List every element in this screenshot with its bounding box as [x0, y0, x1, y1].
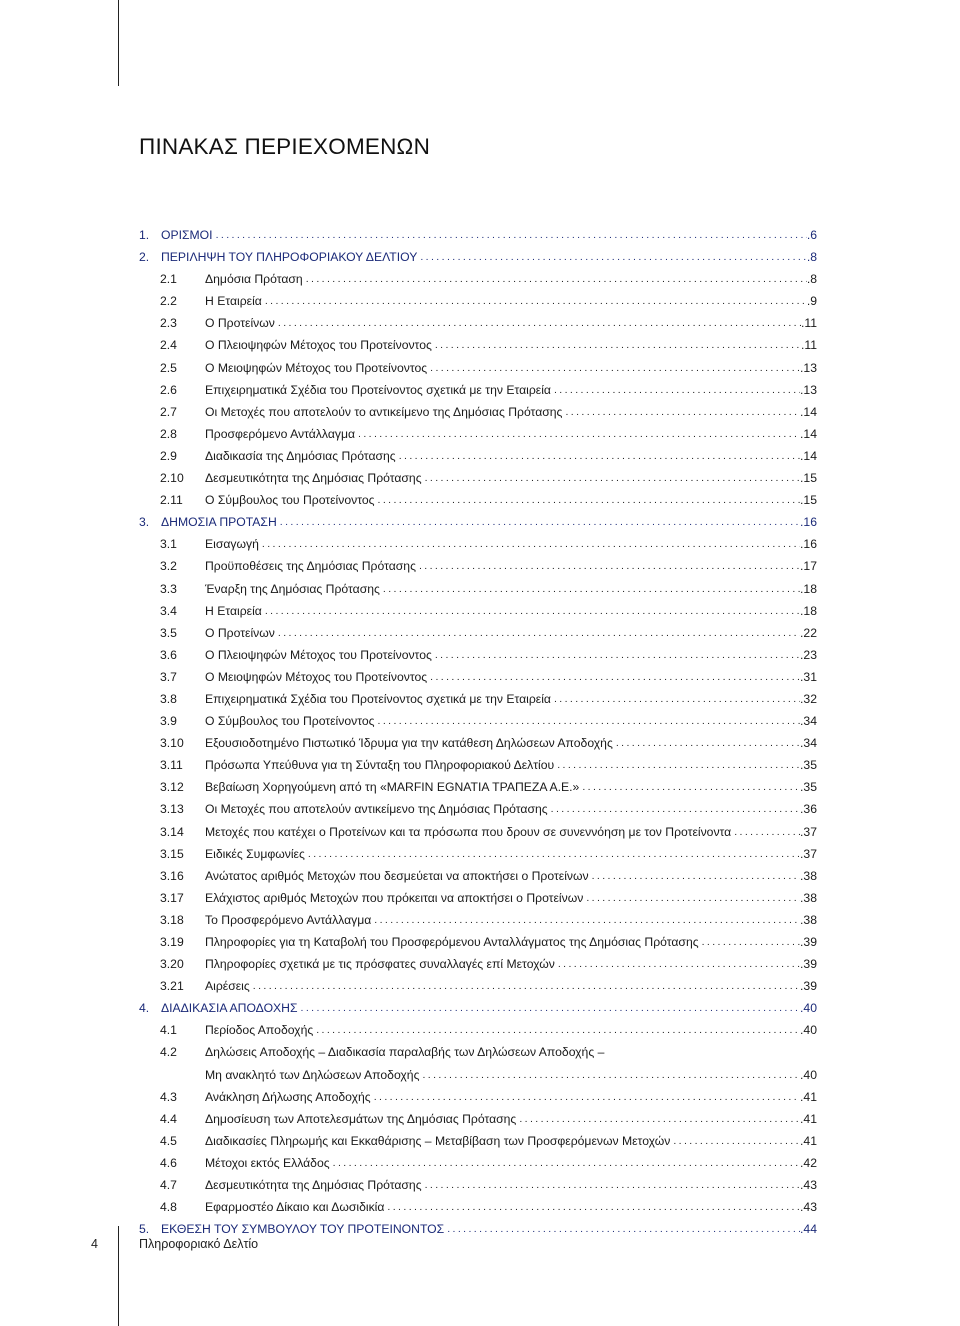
toc-dot-leader [262, 600, 800, 622]
toc-dot-leader [419, 1064, 800, 1086]
toc-entry-line [205, 754, 817, 776]
toc-entry-title: Ο Πλειοψηφών Μέτοχος του Προτείνοντος [205, 338, 432, 353]
toc-page-number: .15 [800, 493, 817, 508]
toc-entry-title: ΔΗΜΟΣΙΑ ΠΡΟΤΑΣΗ [161, 515, 277, 530]
toc-subsection-row[interactable] [139, 401, 817, 423]
toc-dot-leader [355, 423, 800, 445]
toc-entry-number: 2.2 [160, 294, 177, 309]
toc-entry-title: Επιχειρηματικά Σχέδια του Προτείνοντος σχετικά με την Εταιρεία [205, 382, 551, 397]
toc-entry-number: 3.10 [160, 736, 184, 751]
toc-subsection-row[interactable] [139, 1019, 817, 1041]
toc-entry-title: Μέτοχοι εκτός Ελλάδος [205, 1155, 330, 1170]
toc-entry-line [205, 379, 817, 401]
toc-entry-title: Η Εταιρεία [205, 603, 262, 618]
toc-entry-number: 3.4 [160, 603, 177, 618]
toc-entry-number: 3.11 [160, 758, 183, 773]
toc-dot-leader [555, 953, 800, 975]
toc-subsection-row[interactable] [139, 1174, 817, 1196]
toc-dot-leader [213, 224, 807, 246]
table-of-contents [139, 224, 817, 1240]
toc-page-number: .8 [806, 250, 817, 265]
toc-entry-title: Οι Μετοχές που αποτελούν το αντικείμενο της Δημόσιας Πρότασης [205, 404, 563, 419]
toc-page-number: .34 [800, 736, 817, 751]
toc-entry-number: 3.2 [160, 559, 177, 574]
toc-entry-line [205, 732, 817, 754]
toc-entry-number: 2.9 [160, 448, 177, 463]
toc-dot-leader [375, 710, 801, 732]
toc-entry-number: 3.8 [160, 691, 177, 706]
toc-entry-number: 2.6 [160, 382, 177, 397]
toc-entry-line [161, 511, 817, 533]
toc-entry-title: Ο Μειοψηφών Μέτοχος του Προτείνοντος [205, 360, 428, 375]
toc-entry-title: Πρόσωπα Υπεύθυνα για τη Σύνταξη του Πληροφοριακού Δελτίου [205, 758, 555, 773]
toc-dot-leader [303, 268, 807, 290]
toc-entry-line [205, 776, 817, 798]
toc-page-number: .23 [800, 647, 817, 662]
toc-entry-line [205, 821, 817, 843]
toc-entry-title: Αιρέσεις [205, 979, 250, 994]
toc-entry-number: 1. [139, 228, 150, 242]
toc-page-number: .11 [800, 338, 817, 353]
toc-page-number: .18 [800, 581, 817, 596]
toc-entry-line [205, 1064, 817, 1086]
toc-entry-title: Δημόσια Πρόταση [205, 272, 303, 287]
toc-entry-number: 2.5 [160, 360, 177, 375]
toc-dot-leader [427, 357, 800, 379]
toc-subsection-row[interactable] [139, 312, 817, 334]
margin-rule-bottom [118, 1226, 119, 1326]
toc-entry-title: Επιχειρηματικά Σχέδια του Προτείνοντος σχετικά με την Εταιρεία [205, 691, 551, 706]
toc-page-number: .35 [800, 758, 817, 773]
toc-subsection-row[interactable] [139, 268, 817, 290]
toc-entry-title: Ο Προτείνων [205, 316, 275, 331]
toc-entry-title: Πληροφορίες για τη Καταβολή του Προσφερόμενου Ανταλλάγματος της Δημόσιας Πρότασης [205, 935, 699, 949]
toc-entry-title: Προϋποθέσεις της Δημόσιας Πρότασης [205, 559, 416, 574]
toc-entry-number: 3.1 [160, 537, 177, 552]
toc-dot-leader [384, 1196, 800, 1218]
toc-page-number: .22 [800, 625, 817, 640]
toc-entry-number: 3.18 [160, 912, 184, 927]
toc-dot-leader [259, 533, 800, 555]
toc-page-number: .43 [800, 1200, 817, 1215]
toc-entry-title: ΕΚΘΕΣΗ ΤΟΥ ΣΥΜΒΟΥΛΟΥ ΤΟΥ ΠΡΟΤΕΙΝΟΝΤΟΣ [161, 1222, 445, 1237]
footer-page-number: 4 [91, 1237, 98, 1251]
toc-entry-line [205, 357, 817, 379]
toc-entry-line [205, 710, 817, 732]
toc-page-number: .14 [800, 448, 817, 463]
toc-dot-leader [422, 1174, 800, 1196]
toc-entry-number: 2.7 [160, 404, 177, 419]
toc-subsection-row[interactable] [139, 467, 817, 489]
toc-dot-leader [516, 1108, 800, 1130]
toc-entry-title: Ο Σύμβουλος του Προτείνοντος [205, 714, 375, 729]
toc-dot-leader [562, 401, 800, 423]
toc-page-number: .37 [800, 824, 817, 839]
toc-entry-line [205, 931, 817, 953]
toc-entry-line [205, 290, 817, 312]
toc-page-number: .41 [800, 1111, 817, 1126]
toc-subsection-row[interactable] [139, 798, 817, 820]
toc-section-row[interactable] [139, 224, 817, 246]
toc-entry-line [205, 666, 817, 688]
toc-page-number: .17 [800, 559, 817, 574]
toc-subsection-row[interactable] [139, 489, 817, 511]
toc-page-number: .38 [800, 912, 817, 927]
toc-entry-number: 2.8 [160, 426, 177, 441]
toc-entry-title: Η Εταιρεία [205, 294, 262, 309]
toc-entry-title: Δημοσίευση των Αποτελεσμάτων της Δημόσιας Πρότασης [205, 1111, 517, 1126]
toc-page-number: .38 [800, 890, 817, 905]
toc-subsection-row[interactable] [139, 887, 817, 909]
toc-entry-title: Εισαγωγή [205, 537, 259, 552]
toc-subsection-row[interactable] [139, 975, 817, 997]
toc-entry-line [205, 1019, 817, 1041]
toc-page-number: .13 [800, 382, 817, 397]
toc-entry-title: Ο Προτείνων [205, 625, 275, 640]
toc-entry-line [205, 578, 817, 600]
toc-subsection-row[interactable] [139, 666, 817, 688]
toc-entry-title: Διαδικασίες Πληρωμής και Εκκαθάρισης – Μεταβίβαση των Προσφερόμενων Μετοχών [205, 1133, 671, 1148]
toc-entry-number: 3.15 [160, 846, 184, 861]
toc-dot-leader [396, 445, 800, 467]
toc-page-number: .39 [800, 935, 817, 949]
toc-page-number: .41 [800, 1133, 817, 1148]
toc-page-number: .43 [800, 1178, 817, 1193]
toc-entry-line [205, 1130, 817, 1152]
toc-entry-number: 2. [139, 250, 150, 265]
toc-entry-title: Μετοχές που κατέχει ο Προτείνων και τα πρόσωπα που δρουν σε συνεννόηση με τον Προτείνοντα [205, 824, 732, 839]
toc-entry-title: ΔΙΑΔΙΚΑΣΙΑ ΑΠΟΔΟΧΗΣ [161, 1001, 298, 1016]
toc-entry-number: 3.5 [160, 625, 177, 640]
toc-page-number: .41 [800, 1089, 817, 1104]
toc-entry-title: Έναρξη της Δημόσιας Πρότασης [205, 581, 380, 596]
toc-page-number: .34 [800, 714, 817, 729]
toc-entry-number: 3.12 [160, 780, 184, 795]
toc-entry-line [205, 644, 817, 666]
toc-dot-leader [554, 754, 800, 776]
toc-page-number: .39 [800, 957, 817, 972]
toc-subsection-row[interactable] [139, 909, 817, 931]
toc-entry-number: 3.16 [160, 868, 184, 883]
toc-entry-line [205, 401, 817, 423]
toc-dot-leader [313, 1019, 800, 1041]
toc-entry-title: Περίοδος Αποδοχής [205, 1023, 314, 1038]
toc-page-number: .15 [800, 471, 817, 486]
toc-entry-line [205, 1152, 817, 1174]
toc-dot-leader [731, 821, 800, 843]
toc-subsection-row[interactable] [139, 1064, 817, 1086]
toc-entry-title: Ανώτατος αριθμός Μετοχών που δεσμεύεται να αποκτήσει ο Προτείνων [205, 868, 589, 883]
footer-document-name: Πληροφοριακό Δελτίο [139, 1237, 259, 1251]
toc-subsection-row[interactable] [139, 578, 817, 600]
toc-page-number: .44 [800, 1222, 817, 1237]
toc-entry-number: 3.19 [160, 935, 184, 949]
toc-page-number: .40 [800, 1001, 817, 1016]
toc-entry-number: 3.13 [160, 802, 184, 817]
toc-dot-leader [427, 666, 800, 688]
toc-subsection-row[interactable] [139, 1108, 817, 1130]
toc-entry-line [205, 953, 817, 975]
toc-subsection-row[interactable] [139, 644, 817, 666]
toc-page-number: .35 [800, 780, 817, 795]
toc-entry-line [205, 467, 817, 489]
toc-page-number: .13 [800, 360, 817, 375]
toc-dot-leader [305, 843, 800, 865]
toc-dot-leader [551, 688, 800, 710]
toc-dot-leader [444, 1218, 800, 1240]
toc-entry-number: 4.5 [160, 1133, 177, 1148]
toc-entry-line [205, 1196, 817, 1218]
toc-entry-line [205, 688, 817, 710]
toc-page-number: .38 [800, 868, 817, 883]
toc-page-number: .14 [800, 404, 817, 419]
toc-section-row[interactable] [139, 511, 817, 533]
toc-entry-line [205, 843, 817, 865]
toc-dot-leader [432, 334, 801, 356]
toc-entry-title: Βεβαίωση Χορηγούμενη από τη «MARFIN EGNATIA ΤΡΑΠΕΖΑ Α.Ε.» [205, 780, 580, 795]
toc-entry-line [205, 798, 817, 820]
margin-rule-top [118, 0, 119, 86]
toc-entry-number: 3.20 [160, 957, 184, 972]
toc-entry-line [205, 975, 817, 997]
toc-entry-number: 4.7 [160, 1178, 177, 1193]
toc-entry-title: Ανάκληση Δήλωσης Αποδοχής [205, 1089, 371, 1104]
toc-entry-number: 4.2 [160, 1045, 177, 1060]
toc-page-number: .31 [800, 669, 817, 684]
toc-dot-leader [551, 379, 800, 401]
toc-entry-number: 3.7 [160, 669, 177, 684]
toc-entry-title: Μη ανακλητό των Δηλώσεων Αποδοχής [205, 1067, 420, 1082]
toc-entry-title: ΟΡΙΣΜΟΙ [161, 228, 213, 242]
toc-dot-leader [417, 246, 806, 268]
toc-entry-line [205, 1086, 817, 1108]
toc-subsection-row[interactable] [139, 555, 817, 577]
toc-dot-leader [371, 1086, 800, 1108]
toc-page-number: .16 [800, 537, 817, 552]
toc-entry-number: 3.9 [160, 714, 177, 729]
toc-page-number: .11 [800, 316, 817, 331]
toc-entry-number: 3.17 [160, 890, 184, 905]
toc-subsection-row[interactable] [139, 1152, 817, 1174]
toc-entry-number: 2.4 [160, 338, 177, 353]
toc-entry-line [205, 312, 817, 334]
toc-subsection-row[interactable] [139, 622, 817, 644]
toc-page-number: .16 [800, 515, 817, 530]
toc-page-number: .36 [800, 802, 817, 817]
toc-subsection-row[interactable] [139, 290, 817, 312]
toc-entry-title: Ειδικές Συμφωνίες [205, 846, 305, 861]
toc-entry-title: Εξουσιοδοτημένο Πιστωτικό Ίδρυμα για την κατάθεση Δηλώσεων Αποδοχής [205, 736, 613, 751]
toc-entry-line [205, 268, 817, 290]
toc-dot-leader [699, 931, 800, 953]
toc-subsection-row[interactable] [139, 732, 817, 754]
toc-dot-leader [422, 467, 800, 489]
toc-subsection-row[interactable] [139, 445, 817, 467]
toc-entry-line [161, 997, 817, 1019]
toc-entry-title: Πληροφορίες σχετικά με τις πρόσφατες συναλλαγές επί Μετοχών [205, 957, 555, 972]
toc-dot-leader [380, 578, 800, 600]
toc-entry-line [205, 445, 817, 467]
toc-entry-line [161, 246, 817, 268]
toc-section-row[interactable] [139, 246, 817, 268]
toc-page-number: .6 [806, 228, 817, 242]
toc-entry-title: Ο Σύμβουλος του Προτείνοντος [205, 493, 375, 508]
toc-entry-number: 3. [139, 515, 150, 530]
toc-entry-number: 4.1 [160, 1023, 177, 1038]
toc-entry-number: 2.11 [160, 493, 183, 508]
toc-entry-line [205, 533, 817, 555]
toc-entry-line [205, 1108, 817, 1130]
toc-subsection-row[interactable] [139, 776, 817, 798]
toc-dot-leader [330, 1152, 800, 1174]
toc-subsection-row[interactable] [139, 953, 817, 975]
toc-entry-line [205, 600, 817, 622]
toc-subsection-row[interactable] [139, 1196, 817, 1218]
toc-entry-title: Δεσμευτικότητα της Δημόσιας Πρότασης [205, 1178, 422, 1193]
toc-subsection-row[interactable] [139, 379, 817, 401]
toc-dot-leader [589, 865, 800, 887]
toc-subsection-row[interactable] [139, 688, 817, 710]
toc-entry-title: ΠΕΡΙΛΗΨΗ ΤΟΥ ΠΛΗΡΟΦΟΡΙΑΚΟΥ ΔΕΛΤΙΟΥ [161, 250, 418, 265]
toc-entry-line [205, 909, 817, 931]
toc-entry-line [205, 887, 817, 909]
toc-page-number: .18 [800, 603, 817, 618]
toc-subsection-row[interactable] [139, 600, 817, 622]
toc-subsection-row[interactable] [139, 1041, 817, 1063]
toc-entry-number: 4.6 [160, 1155, 177, 1170]
toc-entry-line [161, 224, 817, 246]
toc-subsection-row[interactable] [139, 533, 817, 555]
toc-entry-number: 2.10 [160, 471, 184, 486]
toc-subsection-row[interactable] [139, 1086, 817, 1108]
toc-dot-leader [416, 555, 800, 577]
toc-subsection-row[interactable] [139, 931, 817, 953]
toc-subsection-row[interactable] [139, 843, 817, 865]
toc-entry-number: 4.4 [160, 1111, 177, 1126]
toc-entry-title: Δηλώσεις Αποδοχής – Διαδικασία παραλαβής των Δηλώσεων Αποδοχής – [205, 1045, 605, 1060]
toc-page-number: .40 [800, 1067, 817, 1082]
toc-entry-line [161, 1218, 817, 1240]
toc-page-number: .8 [806, 272, 817, 287]
toc-entry-number: 3.3 [160, 581, 177, 596]
toc-entry-title: Ο Πλειοψηφών Μέτοχος του Προτείνοντος [205, 647, 432, 662]
toc-entry-title: Προσφερόμενο Αντάλλαγμα [205, 426, 356, 441]
toc-dot-leader [371, 909, 800, 931]
toc-entry-title: Διαδικασία της Δημόσιας Πρότασης [205, 448, 396, 463]
toc-dot-leader [579, 776, 800, 798]
toc-dot-leader [275, 312, 801, 334]
toc-dot-leader [375, 489, 801, 511]
toc-entry-line [205, 622, 817, 644]
toc-section-row[interactable] [139, 997, 817, 1019]
toc-page-number: .14 [800, 426, 817, 441]
toc-dot-leader [670, 1130, 800, 1152]
toc-entry-number: 2.3 [160, 316, 177, 331]
toc-dot-leader [613, 732, 800, 754]
toc-entry-number: 3.6 [160, 647, 177, 662]
toc-entry-title: Το Προσφερόμενο Αντάλλαγμα [205, 912, 372, 927]
toc-entry-line [205, 423, 817, 445]
page-title: ΠΙΝΑΚΑΣ ΠΕΡΙΕΧΟΜΕΝΩΝ [139, 134, 431, 159]
toc-page-number: .39 [800, 979, 817, 994]
toc-subsection-row[interactable] [139, 1130, 817, 1152]
toc-page-number: .42 [800, 1155, 817, 1170]
toc-dot-leader [250, 975, 800, 997]
toc-entry-line [205, 334, 817, 356]
toc-dot-leader [262, 290, 807, 312]
toc-page-number: .32 [800, 691, 817, 706]
toc-subsection-row[interactable] [139, 334, 817, 356]
toc-entry-number: 5. [139, 1222, 150, 1237]
toc-entry-title: Οι Μετοχές που αποτελούν αντικείμενο της Δημόσιας Πρότασης [205, 802, 548, 817]
toc-dot-leader [583, 887, 800, 909]
toc-entry-number: 4. [139, 1001, 150, 1016]
toc-entry-title: Εφαρμοστέο Δίκαιο και Δωσιδικία [205, 1200, 385, 1215]
toc-dot-leader [275, 622, 800, 644]
toc-subsection-row[interactable] [139, 710, 817, 732]
toc-entry-line [205, 1174, 817, 1196]
toc-entry-line [205, 555, 817, 577]
toc-subsection-row[interactable] [139, 423, 817, 445]
toc-subsection-row[interactable] [139, 865, 817, 887]
toc-page-number: .9 [806, 294, 817, 309]
toc-dot-leader [277, 511, 800, 533]
toc-subsection-row[interactable] [139, 821, 817, 843]
toc-dot-leader [298, 997, 801, 1019]
toc-entry-title: Δεσμευτικότητα της Δημόσιας Πρότασης [205, 471, 422, 486]
toc-entry-line [205, 1041, 817, 1063]
toc-dot-leader [432, 644, 800, 666]
toc-dot-leader [548, 798, 800, 820]
toc-entry-line [205, 489, 817, 511]
toc-entry-number: 3.21 [160, 979, 184, 994]
toc-entry-number: 4.3 [160, 1089, 177, 1104]
toc-subsection-row[interactable] [139, 357, 817, 379]
toc-entry-number: 2.1 [160, 272, 177, 287]
toc-entry-number: 3.14 [160, 824, 184, 839]
toc-entry-number: 4.8 [160, 1200, 177, 1215]
toc-page-number: .37 [800, 846, 817, 861]
toc-entry-line [205, 865, 817, 887]
toc-page-number: .40 [800, 1023, 817, 1038]
toc-entry-title: Ο Μειοψηφών Μέτοχος του Προτείνοντος [205, 669, 428, 684]
toc-subsection-row[interactable] [139, 754, 817, 776]
toc-entry-title: Ελάχιστος αριθμός Μετοχών που πρόκειται να αποκτήσει ο Προτείνων [205, 890, 584, 905]
